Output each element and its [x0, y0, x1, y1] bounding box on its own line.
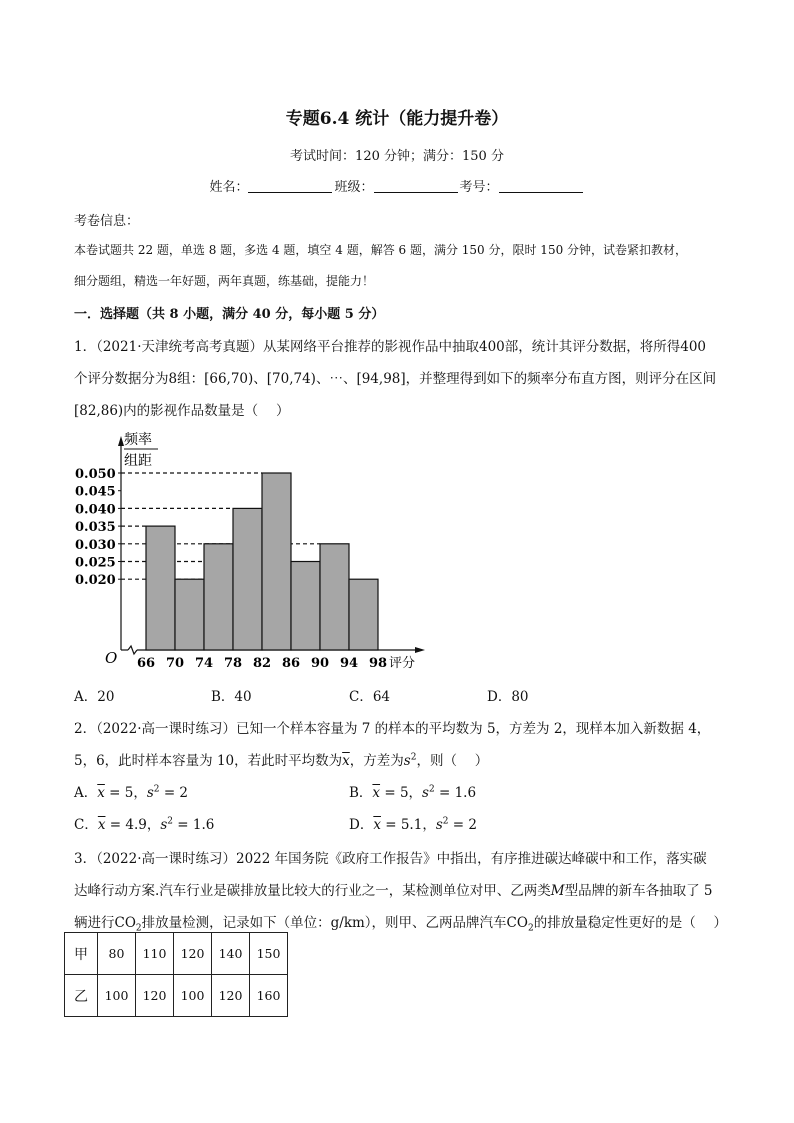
co2-subscript-2: 2: [527, 923, 534, 934]
histogram-bar-[94,98]: [349, 579, 378, 650]
q2-a-mean: = 5，: [104, 785, 147, 801]
q2-option-b[interactable]: [349, 781, 476, 801]
q2-a-var: = 2: [159, 785, 189, 801]
model-symbol: M: [550, 883, 565, 899]
x-tick-label: 82: [252, 656, 272, 671]
x-tick-label: 86: [281, 656, 301, 671]
table-row: [65, 933, 288, 975]
y-tick-label: 0.040: [75, 502, 116, 518]
q2-a-xbar: $\overline{x}$: [97, 785, 105, 801]
x-axis-arrow: [415, 647, 425, 653]
histogram-bar-[74,78): [204, 544, 233, 650]
q3-text-e: 的排放量稳定性更好的是（ ）: [533, 915, 727, 931]
x-tick-label: 70: [165, 656, 185, 671]
q2-text-b: ，方差为: [349, 753, 404, 769]
histogram-bar-[70,74): [175, 579, 204, 650]
q3-line-2: [74, 879, 713, 899]
page-title: 专题6.4 统计（能力提升卷）: [285, 109, 509, 129]
q3-text-b: 型品牌的新车各抽取了 5: [564, 883, 713, 899]
q1-option-b[interactable]: B．40: [211, 689, 252, 705]
exam-info-line-2: 细分题组，精选一年好题，两年真题，练基础，提能力！: [74, 274, 375, 288]
row-label-jia: 甲: [65, 933, 98, 975]
q1-line-1: 1．（2021·天津统考高考真题）从某网络平台推荐的影视作品中抽取400部，统计其评分数据，将所得400: [74, 339, 707, 355]
y-tick-label: 0.025: [75, 555, 116, 571]
x-axis-label: 评分: [389, 656, 416, 671]
q2-d-sq: 2: [442, 816, 449, 827]
table-row: [65, 975, 288, 1017]
q3-text-a: 达峰行动方案.汽车行业是碳排放量比较大的行业之一，某检测单位对甲、乙两类: [74, 883, 551, 899]
q2-d-label: D．: [349, 817, 374, 833]
x-tick-label: 98: [368, 656, 388, 671]
y-tick-label: 0.020: [75, 573, 116, 589]
q3-line-3: [74, 911, 727, 934]
table-cell: 150: [250, 933, 288, 975]
q2-option-c[interactable]: [74, 813, 214, 833]
name-blank[interactable]: [248, 180, 332, 193]
histogram-bar-[66,70): [146, 526, 175, 650]
q2-option-a[interactable]: [74, 781, 188, 801]
co2-subscript: 2: [135, 923, 142, 934]
class-label: 班级：: [334, 180, 374, 195]
q2-c-mean: = 4.9，: [105, 817, 161, 833]
row-label-yi: 乙: [65, 975, 98, 1017]
q2-d-var: = 2: [448, 817, 477, 833]
x-tick-label: 90: [310, 656, 330, 671]
number-blank[interactable]: [499, 180, 583, 193]
table-cell: 160: [250, 975, 288, 1017]
axis-break: [128, 646, 137, 654]
q2-b-s: s: [422, 785, 429, 801]
table-cell: 110: [136, 933, 174, 975]
emission-table: [64, 932, 288, 1017]
q2-b-sq: 2: [428, 784, 435, 795]
y-tick-label: 0.050: [75, 467, 116, 482]
section-heading: 一．选择题（共 8 小题，满分 40 分，每小题 5 分）: [74, 307, 385, 322]
q3-text-d: 排放量检测，记录如下（单位：g/km），则甲、乙两品牌汽车CO: [141, 915, 528, 931]
table-cell: 120: [174, 933, 212, 975]
q3-text-c: 辆进行CO: [74, 915, 136, 931]
q2-b-label: B．: [349, 785, 373, 801]
table-cell: 100: [98, 975, 136, 1017]
q1-line-2: 个评分数据分为8组：[66,70)、[70,74)、⋯、[94,98]，并整理得到如下的频率分布直方图，则评分在区间: [74, 371, 717, 387]
y-tick-label: 0.030: [75, 537, 116, 553]
q1-option-a[interactable]: A．20: [74, 689, 115, 705]
table-cell: 120: [212, 975, 250, 1017]
q2-option-d[interactable]: [349, 813, 477, 833]
class-blank[interactable]: [374, 180, 458, 193]
q2-c-xbar: $\overline{x}$: [97, 817, 106, 833]
table-cell: 80: [98, 933, 136, 975]
y-label-bottom: 组距: [124, 453, 152, 469]
exam-info-heading: 考卷信息：: [74, 214, 140, 229]
origin-label: O: [105, 649, 118, 667]
q2-c-label: C．: [74, 817, 98, 833]
xbar-symbol: $\overline{x}$: [342, 753, 350, 769]
s-squared: 2: [410, 752, 417, 763]
y-tick-label: 0.035: [75, 520, 116, 536]
histogram-bar-[78,82): [233, 508, 262, 650]
q2-d-mean: = 5.1，: [380, 817, 436, 833]
q2-d-xbar: $\overline{x}$: [373, 817, 381, 833]
table-cell: 120: [136, 975, 174, 1017]
q2-text-c: ，则（ ）: [416, 753, 489, 769]
q2-c-sq: 2: [167, 816, 174, 827]
q2-d-s: s: [435, 817, 443, 833]
q2-b-xbar: $\overline{x}$: [372, 785, 381, 801]
y-tick-label: 0.045: [75, 484, 116, 500]
q2-text-a: 5，6，此时样本容量为 10，若此时平均数为: [74, 753, 343, 769]
q2-c-var: = 1.6: [173, 817, 215, 833]
q2-b-var: = 1.6: [434, 785, 477, 801]
x-tick-label: 78: [223, 656, 243, 671]
q1-option-d[interactable]: D．80: [487, 689, 529, 705]
number-label: 考号：: [459, 180, 499, 195]
table-cell: 100: [174, 975, 212, 1017]
x-tick-label: 94: [339, 656, 359, 671]
s-symbol: s: [403, 753, 411, 769]
x-tick-label: 66: [136, 656, 156, 671]
q2-c-s: s: [160, 817, 168, 833]
q1-line-3: [82,86)内的影视作品数量是（ ）: [74, 403, 290, 419]
q2-a-s: s: [146, 785, 154, 801]
q2-line-2: [74, 749, 488, 769]
q1-option-c[interactable]: C．64: [349, 689, 391, 705]
name-label: 姓名：: [209, 180, 249, 195]
histogram-bar-[86,90): [291, 562, 320, 651]
q2-a-label: A．: [74, 785, 98, 801]
q2-b-mean: = 5，: [380, 785, 423, 801]
exam-info-line-1: 本卷试题共 22 题，单选 8 题，多选 4 题，填空 4 题，解答 6 题，满分 150 分，限时 150 分钟，试卷紧扣教材，: [74, 243, 688, 257]
histogram-bar-[82,86): [262, 473, 291, 650]
q2-line-1: 2．（2022·高一课时练习）已知一个样本容量为 7 的样本的平均数为 5，方差为 2，现样本加入新数据 4，: [74, 721, 711, 737]
table-cell: 140: [212, 933, 250, 975]
y-label-top: 频率: [124, 432, 152, 448]
frequency-histogram: [0, 420, 794, 680]
histogram-bar-[90,94): [320, 544, 349, 650]
student-info-line: [0, 176, 794, 195]
q3-line-1: 3．（2022·高一课时练习）2022 年国务院《政府工作报告》中指出，有序推进碳达峰碳中和工作，落实碳: [74, 851, 707, 867]
exam-time-info: 考试时间：120 分钟；满分：150 分: [290, 149, 504, 164]
q2-a-sq: 2: [153, 784, 160, 795]
x-tick-label: 74: [194, 656, 214, 671]
